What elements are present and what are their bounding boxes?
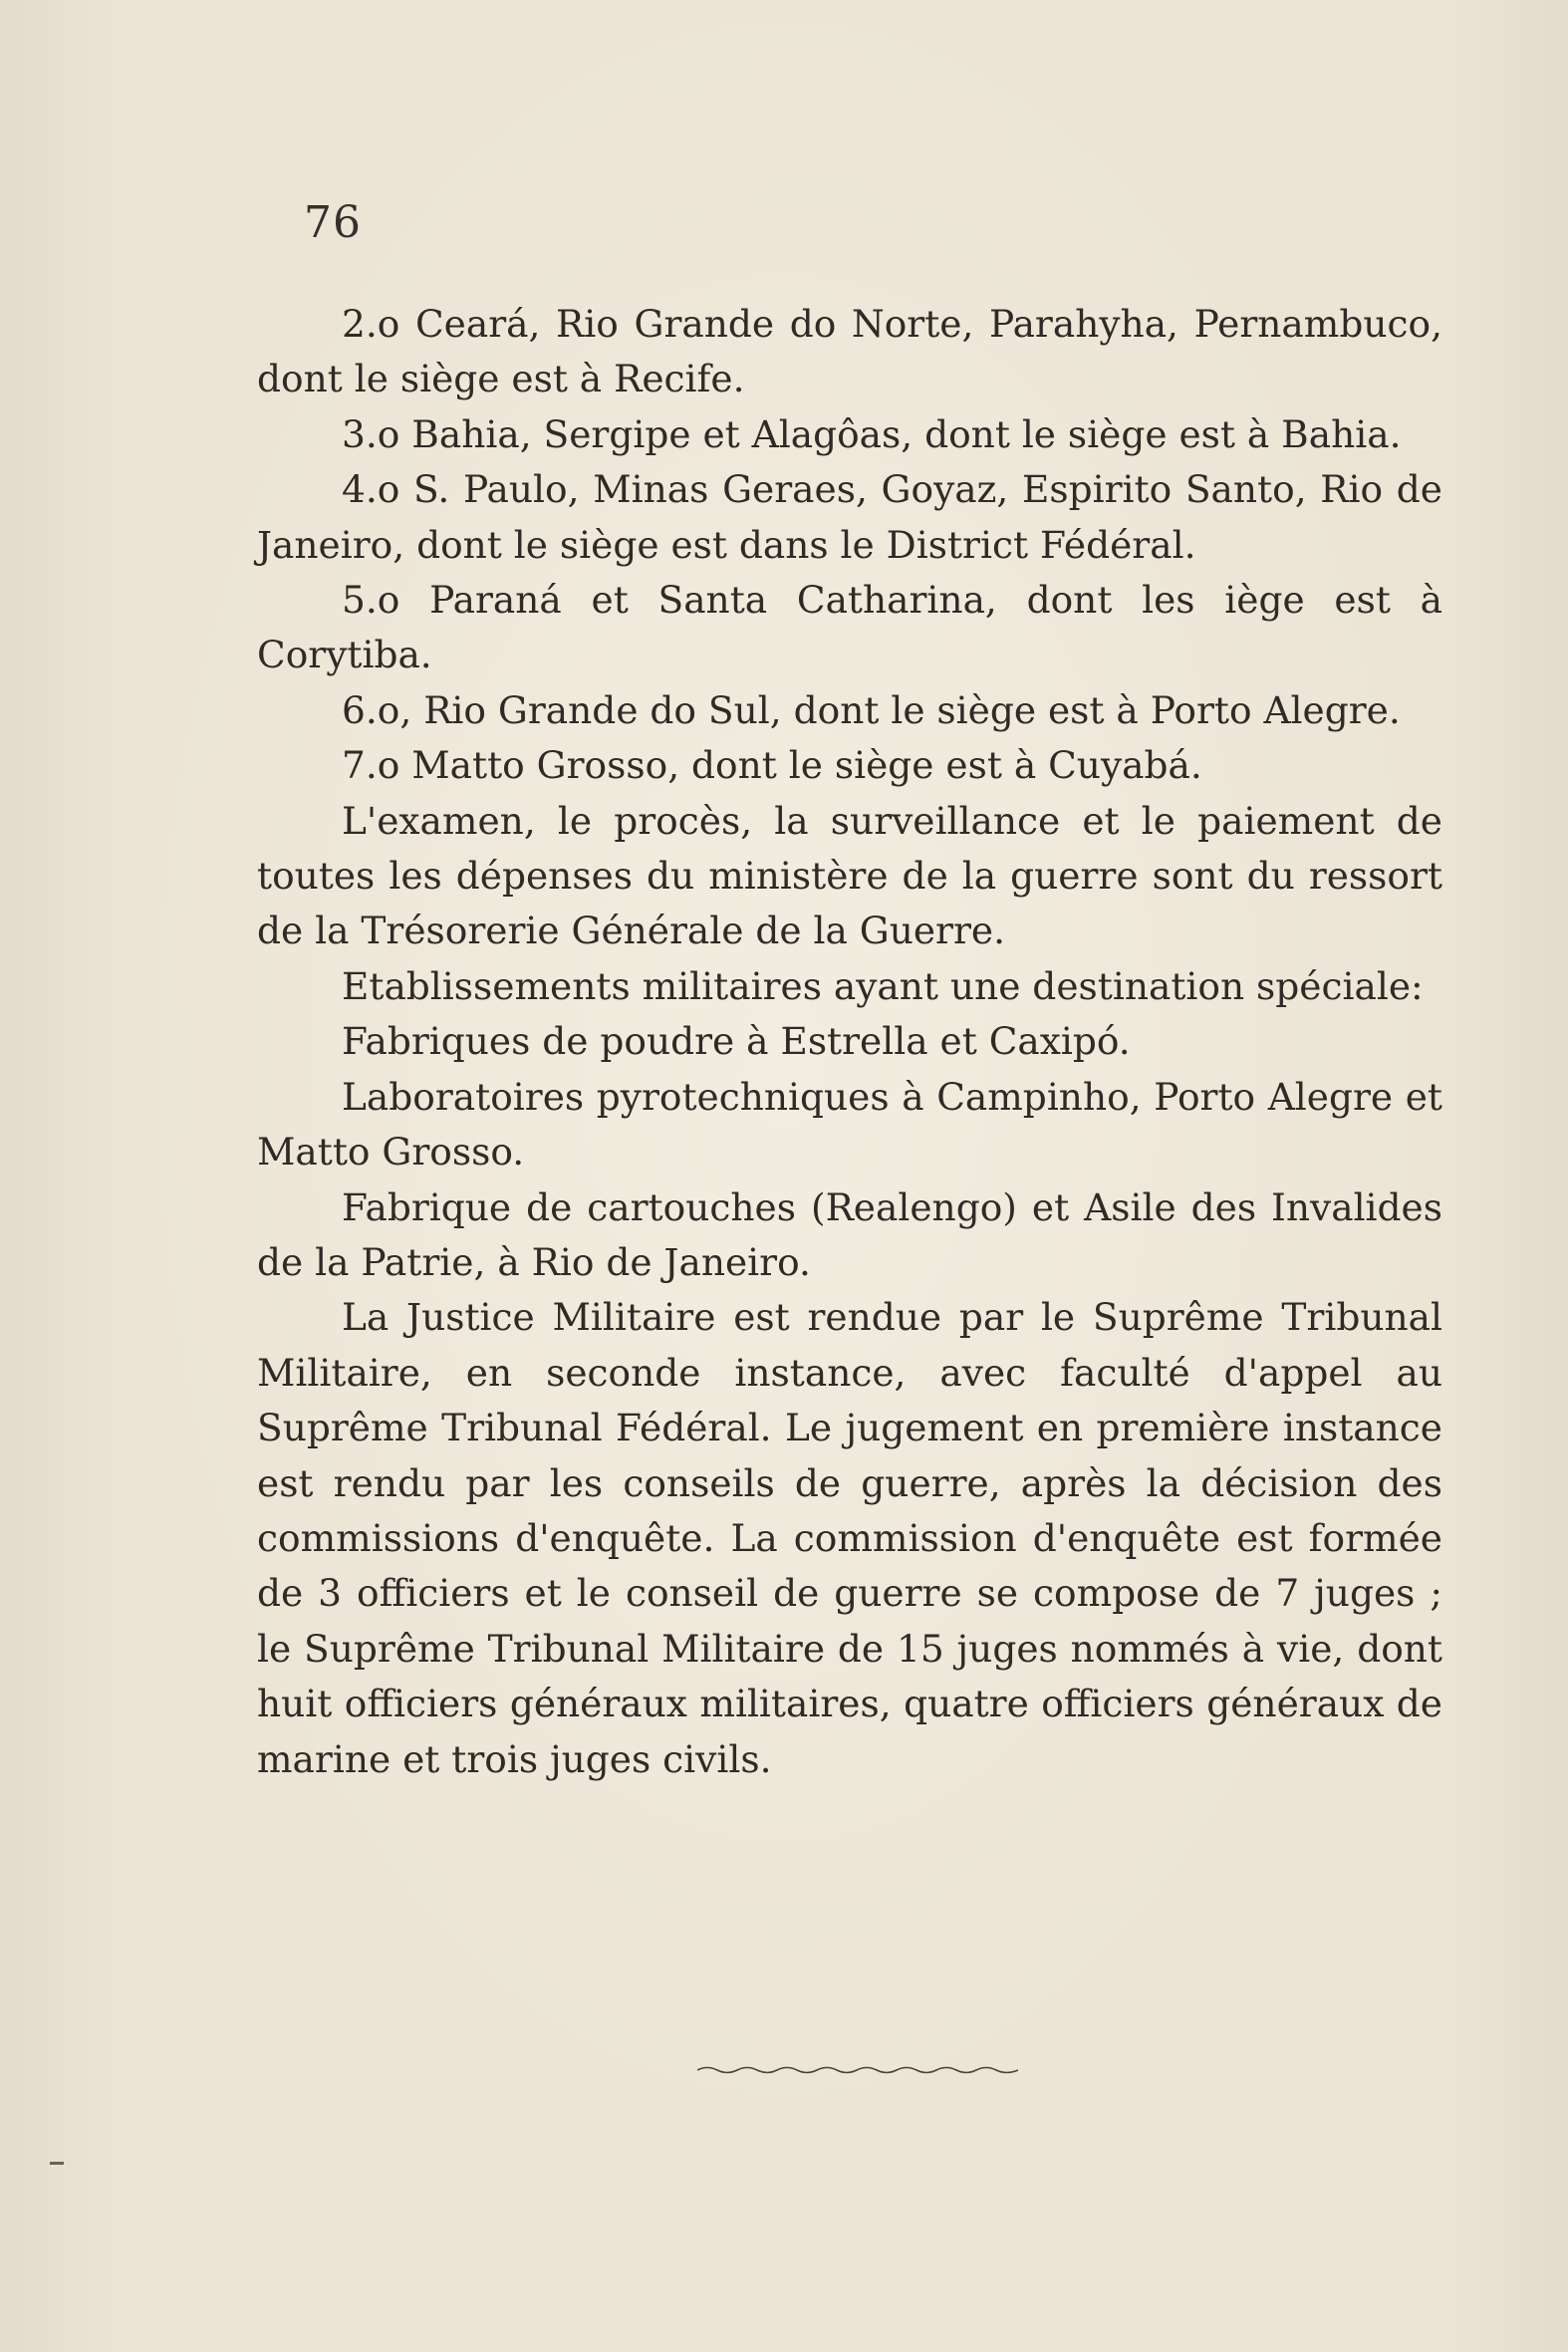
paragraph-etablissements: Etablissements militaires ayant une destination spéciale: — [342, 963, 1424, 1008]
margin-mark — [50, 2162, 64, 2165]
paragraph-tresorerie: L'examen, le procès, la surveillance et le paiement de toutes les dépenses du ministère de la guerre sont du ressort de la Trésorerie Générale de la Guerre. — [257, 798, 1442, 953]
paragraph-fabriques-poudre: Fabriques de poudre à Estrella et Caxipó. — [342, 1019, 1131, 1064]
paragraph-fabrique-cartouches: Fabrique de cartouches (Realengo) et Asile des Invalides de la Patrie, à Rio de Janeiro. — [257, 1184, 1442, 1284]
paragraph-region-5: 5.o Paraná et Santa Catharina, dont les iège est à Corytiba. — [257, 578, 1442, 677]
paragraph-region-2: 2.o Ceará, Rio Grande do Norte, Parahyha, Pernambuco, dont le siège est à Recife. — [257, 302, 1442, 401]
paragraph-region-6: 6.o, Rio Grande do Sul, dont le siège est à Porto Alegre. — [342, 687, 1401, 732]
decorative-wavy-rule — [697, 2064, 1018, 2076]
paragraph-justice-militaire: La Justice Militaire est rendue par le Suprême Tribunal Militaire, en seconde instance, avec faculté d'appel au Suprême Tribunal Fédéral. Le jugement en première instance est rendu par les conseils de guerre, après la décision des commissions d'enquête. La commission d'enquête est formée de 3 officiers et le conseil de guerre se compose de 7 juges ; le Suprême Tribunal Militaire de 15 juges nommés à vie, dont huit officiers généraux militaires, quatre officiers généraux de marine et trois juges civils. — [257, 1295, 1442, 1781]
page-number: 76 — [304, 197, 362, 248]
paragraph-region-7: 7.o Matto Grosso, dont le siège est à Cuyabá. — [342, 743, 1202, 788]
paragraph-laboratoires: Laboratoires pyrotechniques à Campinho, Porto Alegre et Matto Grosso. — [257, 1074, 1442, 1175]
paragraph-region-3: 3.o Bahia, Sergipe et Alagôas, dont le siège est à Bahia. — [342, 411, 1402, 456]
body-text — [257, 297, 1442, 1787]
paragraph-region-4: 4.o S. Paulo, Minas Geraes, Goyaz, Espirito Santo, Rio de Janeiro, dont le siège est dans le District Fédéral. — [257, 467, 1442, 567]
